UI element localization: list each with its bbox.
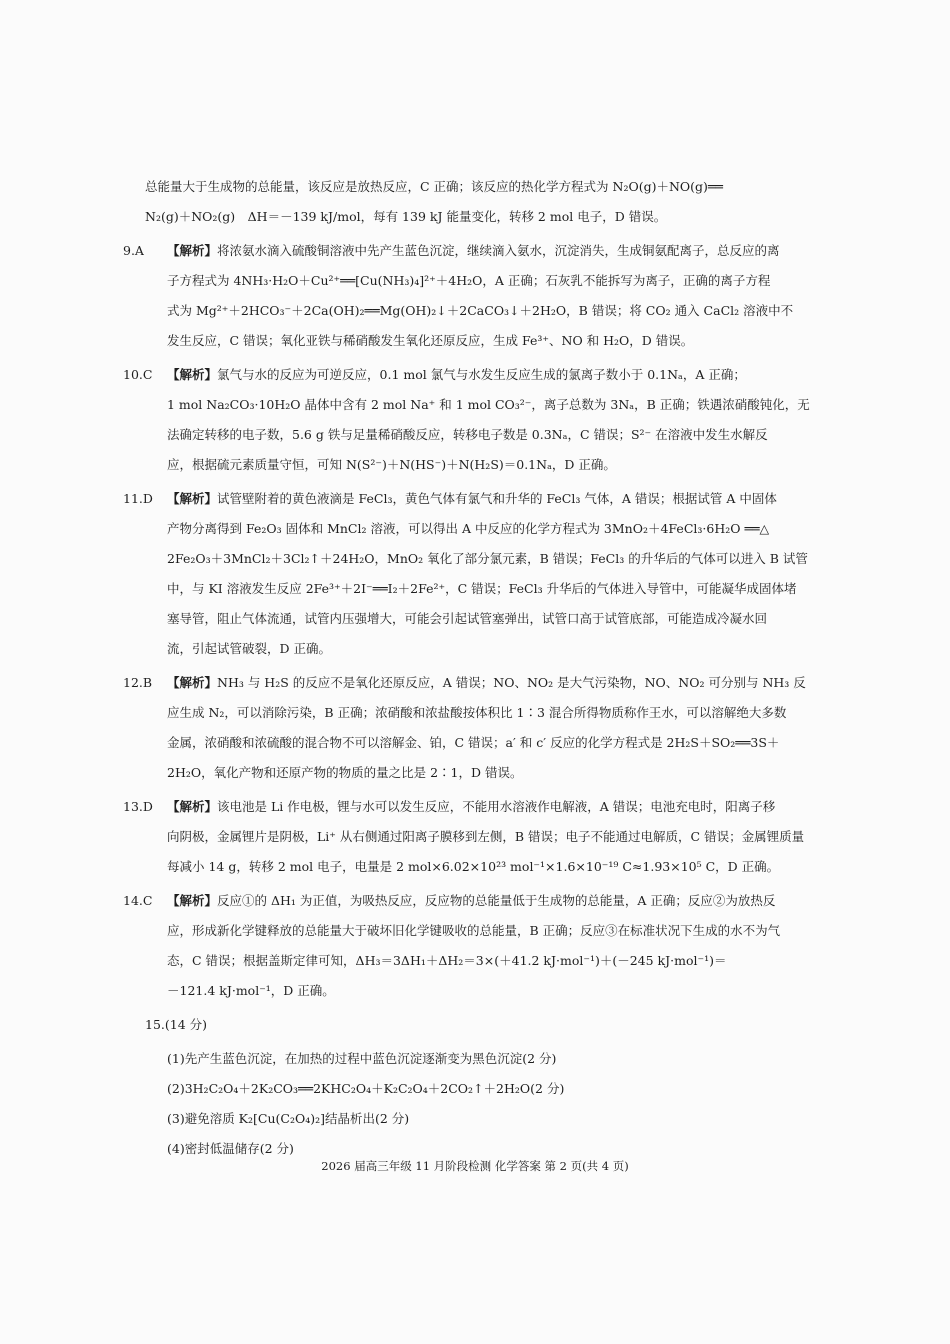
q8-continuation <box>145 172 810 232</box>
answer-item-14 <box>123 886 810 1006</box>
text-line: 式为 Mg²⁺＋2HCO₃⁻＋2Ca(OH)₂══Mg(OH)₂↓＋2CaCO₃↓＋2H₂O，B 错误；将 CO₂ 通入 CaCl₂ 溶液中不 <box>167 303 794 318</box>
text-line: 该电池是 Li 作电极，锂与水可以发生反应，不能用水溶液作电解液，A 错误；电池充电时，阳离子移 <box>217 799 776 814</box>
analysis-tag: 【解析】 <box>167 491 218 506</box>
answer-body <box>123 172 810 1164</box>
answer-item-13 <box>123 792 810 882</box>
item-number: 13.D <box>123 799 153 814</box>
analysis-tag: 【解析】 <box>167 893 218 908</box>
item-number: 14.C <box>123 893 153 908</box>
text-line: 法确定转移的电子数，5.6 g 铁与足量稀硝酸反应，转移电子数是 0.3Nₐ，C 错误；S²⁻ 在溶液中发生水解反 <box>167 427 768 442</box>
text-line: 子方程式为 4NH₃·H₂O＋Cu²⁺══[Cu(NH₃)₄]²⁺＋4H₂O，A 正确；石灰乳不能拆写为离子，正确的离子方程 <box>167 273 771 288</box>
text-line: 流，引起试管破裂，D 正确。 <box>167 641 331 656</box>
text-line: 1 mol Na₂CO₃·10H₂O 晶体中含有 2 mol Na⁺ 和 1 mol CO₃²⁻，离子总数为 3Nₐ，B 正确；铁遇浓硝酸钝化，无 <box>167 397 810 412</box>
text-line: 塞导管，阻止气体流通，试管内压强增大，可能会引起试管塞弹出，试管口高于试管底部，可能造成冷凝水回 <box>167 611 768 626</box>
sub-answer: (3)避免溶质 K₂[Cu(C₂O₄)₂]结晶析出(2 分) <box>167 1111 410 1126</box>
answer-item-15 <box>145 1010 810 1164</box>
text-line: 每减小 14 g，转移 2 mol 电子，电量是 2 mol×6.02×10²³ mol⁻¹×1.6×10⁻¹⁹ C≈1.93×10⁵ C，D 正确。 <box>167 859 780 874</box>
item-number: 9.A <box>123 243 144 258</box>
sub-answer: (2)3H₂C₂O₄＋2K₂CO₃══2KHC₂O₄＋K₂C₂O₄＋2CO₂↑＋2H₂O(2 分) <box>167 1081 565 1096</box>
sub-answer: (4)密封低温储存(2 分) <box>167 1141 294 1156</box>
sub-answer: (1)先产生蓝色沉淀，在加热的过程中蓝色沉淀逐渐变为黑色沉淀(2 分) <box>167 1051 557 1066</box>
text-line: 应，根据硫元素质量守恒，可知 N(S²⁻)＋N(HS⁻)＋N(H₂S)＝0.1Nₐ，D 正确。 <box>167 457 616 472</box>
page-footer: 2026 届高三年级 11 月阶段检测 化学答案 第 2 页(共 4 页) <box>321 1159 629 1173</box>
text-line: －121.4 kJ·mol⁻¹，D 正确。 <box>167 983 335 998</box>
text-line: 2H₂O，氧化产物和还原产物的物质的量之比是 2∶1，D 错误。 <box>167 765 523 780</box>
analysis-tag: 【解析】 <box>167 675 218 690</box>
text-line: 总能量大于生成物的总能量，该反应是放热反应，C 正确；该反应的热化学方程式为 N₂O(g)＋NO(g)══ <box>145 179 723 194</box>
answer-item-12 <box>123 668 810 788</box>
text-line: 应生成 N₂，可以消除污染，B 正确；浓硝酸和浓盐酸按体积比 1∶3 混合所得物质称作王水，可以溶解绝大多数 <box>167 705 787 720</box>
item-number: 10.C <box>123 367 153 382</box>
text-line: 向阴极，金属锂片是阴极，Li⁺ 从右侧通过阳离子膜移到左侧，B 错误；电子不能通过电解质，C 错误；金属锂质量 <box>167 829 805 844</box>
text-line: 中，与 KI 溶液发生反应 2Fe³⁺＋2I⁻══I₂＋2Fe²⁺，C 错误；FeCl₃ 升华后的气体进入导管中，可能凝华成固体堵 <box>167 581 797 596</box>
text-line: 将浓氨水滴入硫酸铜溶液中先产生蓝色沉淀，继续滴入氨水，沉淀消失，生成铜氨配离子，总反应的离 <box>217 243 780 258</box>
answer-item-9 <box>123 236 810 356</box>
text-line: 应，形成新化学键释放的总能量大于破坏旧化学键吸收的总能量，B 正确；反应③在标准状况下生成的水不为气 <box>167 923 781 938</box>
item-number: 11.D <box>123 491 153 506</box>
analysis-tag: 【解析】 <box>167 799 218 814</box>
item-number: 12.B <box>123 675 153 690</box>
analysis-tag: 【解析】 <box>167 367 218 382</box>
text-line: N₂(g)＋NO₂(g) ΔH＝－139 kJ/mol，每有 139 kJ 能量变化，转移 2 mol 电子，D 错误。 <box>145 209 667 224</box>
item-heading: 15.(14 分) <box>145 1017 208 1032</box>
answer-item-11 <box>123 484 810 664</box>
text-line: 反应①的 ΔH₁ 为正值，为吸热反应，反应物的总能量低于生成物的总能量，A 正确；反应②为放热反 <box>217 893 776 908</box>
text-line: 发生反应，C 错误；氧化亚铁与稀硝酸发生氧化还原反应，生成 Fe³⁺、NO 和 H₂O，D 错误。 <box>167 333 694 348</box>
text-line: 氯气与水的反应为可逆反应，0.1 mol 氯气与水发生反应生成的氯离子数小于 0.1Nₐ，A 正确； <box>217 367 746 382</box>
answer-item-10 <box>123 360 810 480</box>
text-line: 金属，浓硝酸和浓硫酸的混合物不可以溶解金、铂，C 错误；a′ 和 c′ 反应的化学方程式是 2H₂S＋SO₂══3S＋ <box>167 735 780 750</box>
text-line: 产物分离得到 Fe₂O₃ 固体和 MnCl₂ 溶液，可以得出 A 中反应的化学方程式为 3MnO₂＋4FeCl₃·6H₂O ══△ <box>167 521 770 536</box>
analysis-tag: 【解析】 <box>167 243 218 258</box>
text-line: 2Fe₂O₃＋3MnCl₂＋3Cl₂↑＋24H₂O，MnO₂ 氧化了部分氯元素，B 错误；FeCl₃ 的升华后的气体可以进入 B 试管 <box>167 551 808 566</box>
text-line: 态，C 错误；根据盖斯定律可知，ΔH₃＝3ΔH₁＋ΔH₂＝3×(＋41.2 kJ·mol⁻¹)＋(－245 kJ·mol⁻¹)＝ <box>167 953 727 968</box>
text-line: 试管壁附着的黄色液滴是 FeCl₃，黄色气体有氯气和升华的 FeCl₃ 气体，A 错误；根据试管 A 中固体 <box>217 491 777 506</box>
text-line: NH₃ 与 H₂S 的反应不是氧化还原反应，A 错误；NO、NO₂ 是大气污染物，NO、NO₂ 可分别与 NH₃ 反 <box>217 675 806 690</box>
